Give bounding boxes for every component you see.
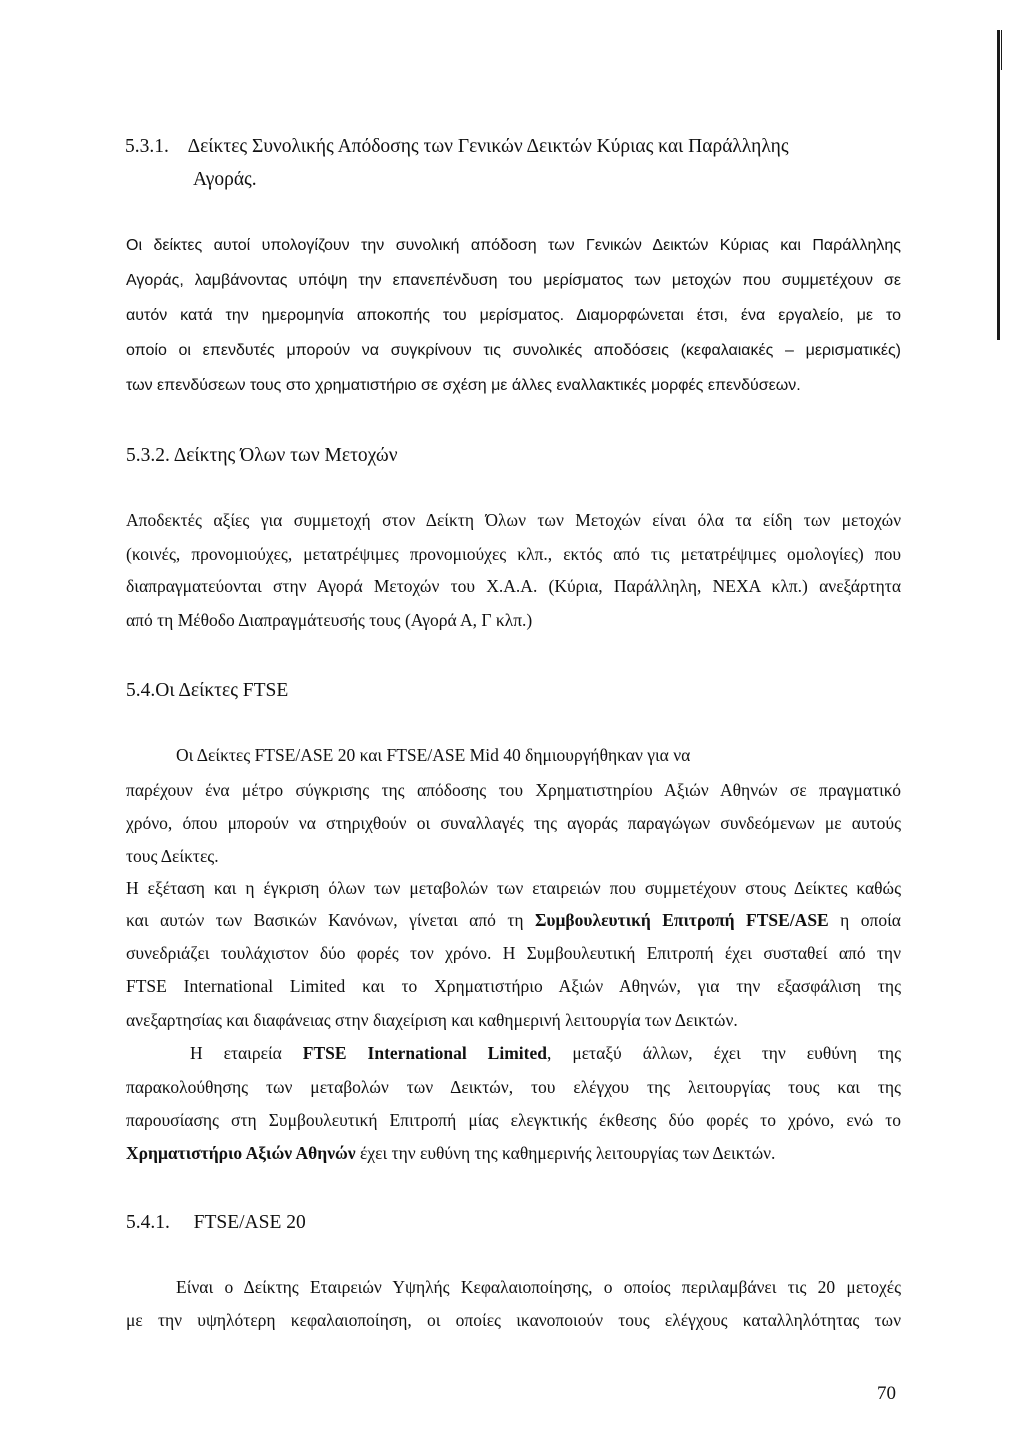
paragraph-line: Είναι ο Δείκτης Εταιρειών Υψηλής Κεφαλαιοποίησης, ο οποίος περιλαμβάνει τις 20 μετοχές <box>176 1277 901 1297</box>
page-number: 70 <box>877 1383 896 1404</box>
paragraph-line <box>126 912 901 930</box>
paragraph-line <box>190 1045 901 1063</box>
bold-text-run: Χρηματιστήριο Αξιών Αθηνών <box>126 1143 356 1163</box>
paragraph-line: Οι Δείκτες FTSE/ASE 20 και FTSE/ASE Mid 40 δημιουργήθηκαν για να <box>176 745 691 765</box>
section-title: Οι Δείκτες FTSE <box>155 680 289 701</box>
paragraph-line: παρουσίασης στη Συμβουλευτική Επιτροπή μίας ελεγκτικής έκθεσης δύο φορές το χρόνο, ενώ το <box>126 1110 901 1130</box>
section-531-heading-cont: Αγοράς. <box>193 169 257 190</box>
bold-text-run: Συμβουλευτική Επιτροπή FTSE/ASE <box>534 910 829 930</box>
paragraph-line: (κοινές, προνομιούχες, μετατρέψιμες προνομιούχες κλπ., εκτός από τις μετατρέψιμες ομολογίες) που <box>126 544 901 564</box>
section-title: FTSE/ASE 20 <box>193 1212 306 1233</box>
bold-text-run: FTSE International Limited <box>302 1043 547 1063</box>
section-title: Δείκτης Όλων των Μετοχών <box>173 445 398 466</box>
paragraph-line: FTSE International Limited και το Χρηματιστήριο Αξιών Αθηνών, για την εξασφάλιση της <box>126 976 901 996</box>
paragraph-line: χρόνο, όπου μπορούν να στηριχθούν οι συναλλαγές της αγοράς παραγώγων συνδεόμενων με αυτούς <box>126 813 901 833</box>
paragraph-line: των επενδύσεων τους στο χρηματιστήριο σε σχέση με άλλες εναλλακτικές μορφές επενδύσεων. <box>126 377 801 394</box>
section-title: Δείκτες Συνολικής Απόδοσης των Γενικών Δεικτών Κύριας και Παράλληλης <box>187 136 789 157</box>
section-number: 5.3.2. <box>126 445 170 466</box>
paragraph-line: Αγοράς, λαμβάνοντας υπόψη την επανεπένδυση του μερίσματος των μετοχών που συμμετέχουν σε <box>126 272 901 289</box>
section-number: 5.4. <box>126 680 156 701</box>
paragraph-line: Η εξέταση και η έγκριση όλων των μεταβολών των εταιρειών που συμμετέχουν στους Δείκτες καθώς <box>126 878 901 898</box>
section-541-heading <box>126 1213 306 1233</box>
paragraph-line: Οι δείκτες αυτοί υπολογίζουν την συνολική απόδοση των Γενικών Δεικτών Κύριας και Παράλληλης <box>126 237 901 254</box>
paragraph-line: ανεξαρτησίας και διαφάνειας στην διαχείριση και καθημερινή λειτουργία των Δεικτών. <box>126 1010 738 1030</box>
paragraph-line: Αποδεκτές αξίες για συμμετοχή στον Δείκτη Όλων των Μετοχών είναι όλα τα είδη των μετοχών <box>126 510 901 530</box>
paragraph-line: παρέχουν ένα μέτρο σύγκρισης της απόδοσης του Χρηματιστηρίου Αξιών Αθηνών σε πραγματικό <box>126 780 901 800</box>
paragraph-line <box>126 1145 775 1163</box>
paragraph-line: από τη Μέθοδο Διαπραγμάτευσής τους (Αγορά Α, Γ κλπ.) <box>126 610 533 630</box>
text-run: , μεταξύ άλλων, έχει την ευθύνη της <box>546 1043 902 1063</box>
text-run: έχει την ευθύνη της καθημερινής λειτουργίας των Δεικτών. <box>355 1143 776 1163</box>
section-number: 5.4.1. <box>126 1212 170 1233</box>
paragraph-line: τους Δείκτες. <box>126 846 219 866</box>
section-number: 5.3.1. <box>125 136 169 157</box>
paragraph-line: παρακολούθησης των μεταβολών των Δεικτών, του ελέγχου της λειτουργίας τους και της <box>126 1077 901 1097</box>
scan-edge-line-thin <box>1001 30 1002 70</box>
paragraph-line: διαπραγματεύονται στην Αγορά Μετοχών του Χ.Α.Α. (Κύρια, Παράλληλη, ΝΕΧΑ κλπ.) ανεξάρτητα <box>126 576 901 596</box>
scan-edge-line <box>997 30 1000 340</box>
section-54-heading <box>126 681 288 701</box>
paragraph-line: με την υψηλότερη κεφαλαιοποίηση, οι οποίες ικανοποιούν τους ελέγχους καταλληλότητας των <box>126 1310 901 1330</box>
text-run: Η εταιρεία <box>190 1043 303 1063</box>
paragraph-line: οποίο οι επενδυτές μπορούν να συγκρίνουν τις συνολικές αποδόσεις (κεφαλαιακές – μερισματικές) <box>126 342 901 359</box>
section-531-heading <box>125 137 789 157</box>
text-run: και αυτών των Βασικών Κανόνων, γίνεται από τη <box>126 910 535 930</box>
paragraph-line: αυτόν κατά την ημερομηνία αποκοπής του μερίσματος. Διαμορφώνεται έτσι, ένα εργαλείο, με το <box>126 307 901 324</box>
paragraph-line: συνεδριάζει τουλάχιστον δύο φορές τον χρόνο. Η Συμβουλευτική Επιτροπή έχει συσταθεί από την <box>126 943 901 963</box>
section-532-heading <box>126 446 398 466</box>
text-run: η οποία <box>828 910 901 930</box>
